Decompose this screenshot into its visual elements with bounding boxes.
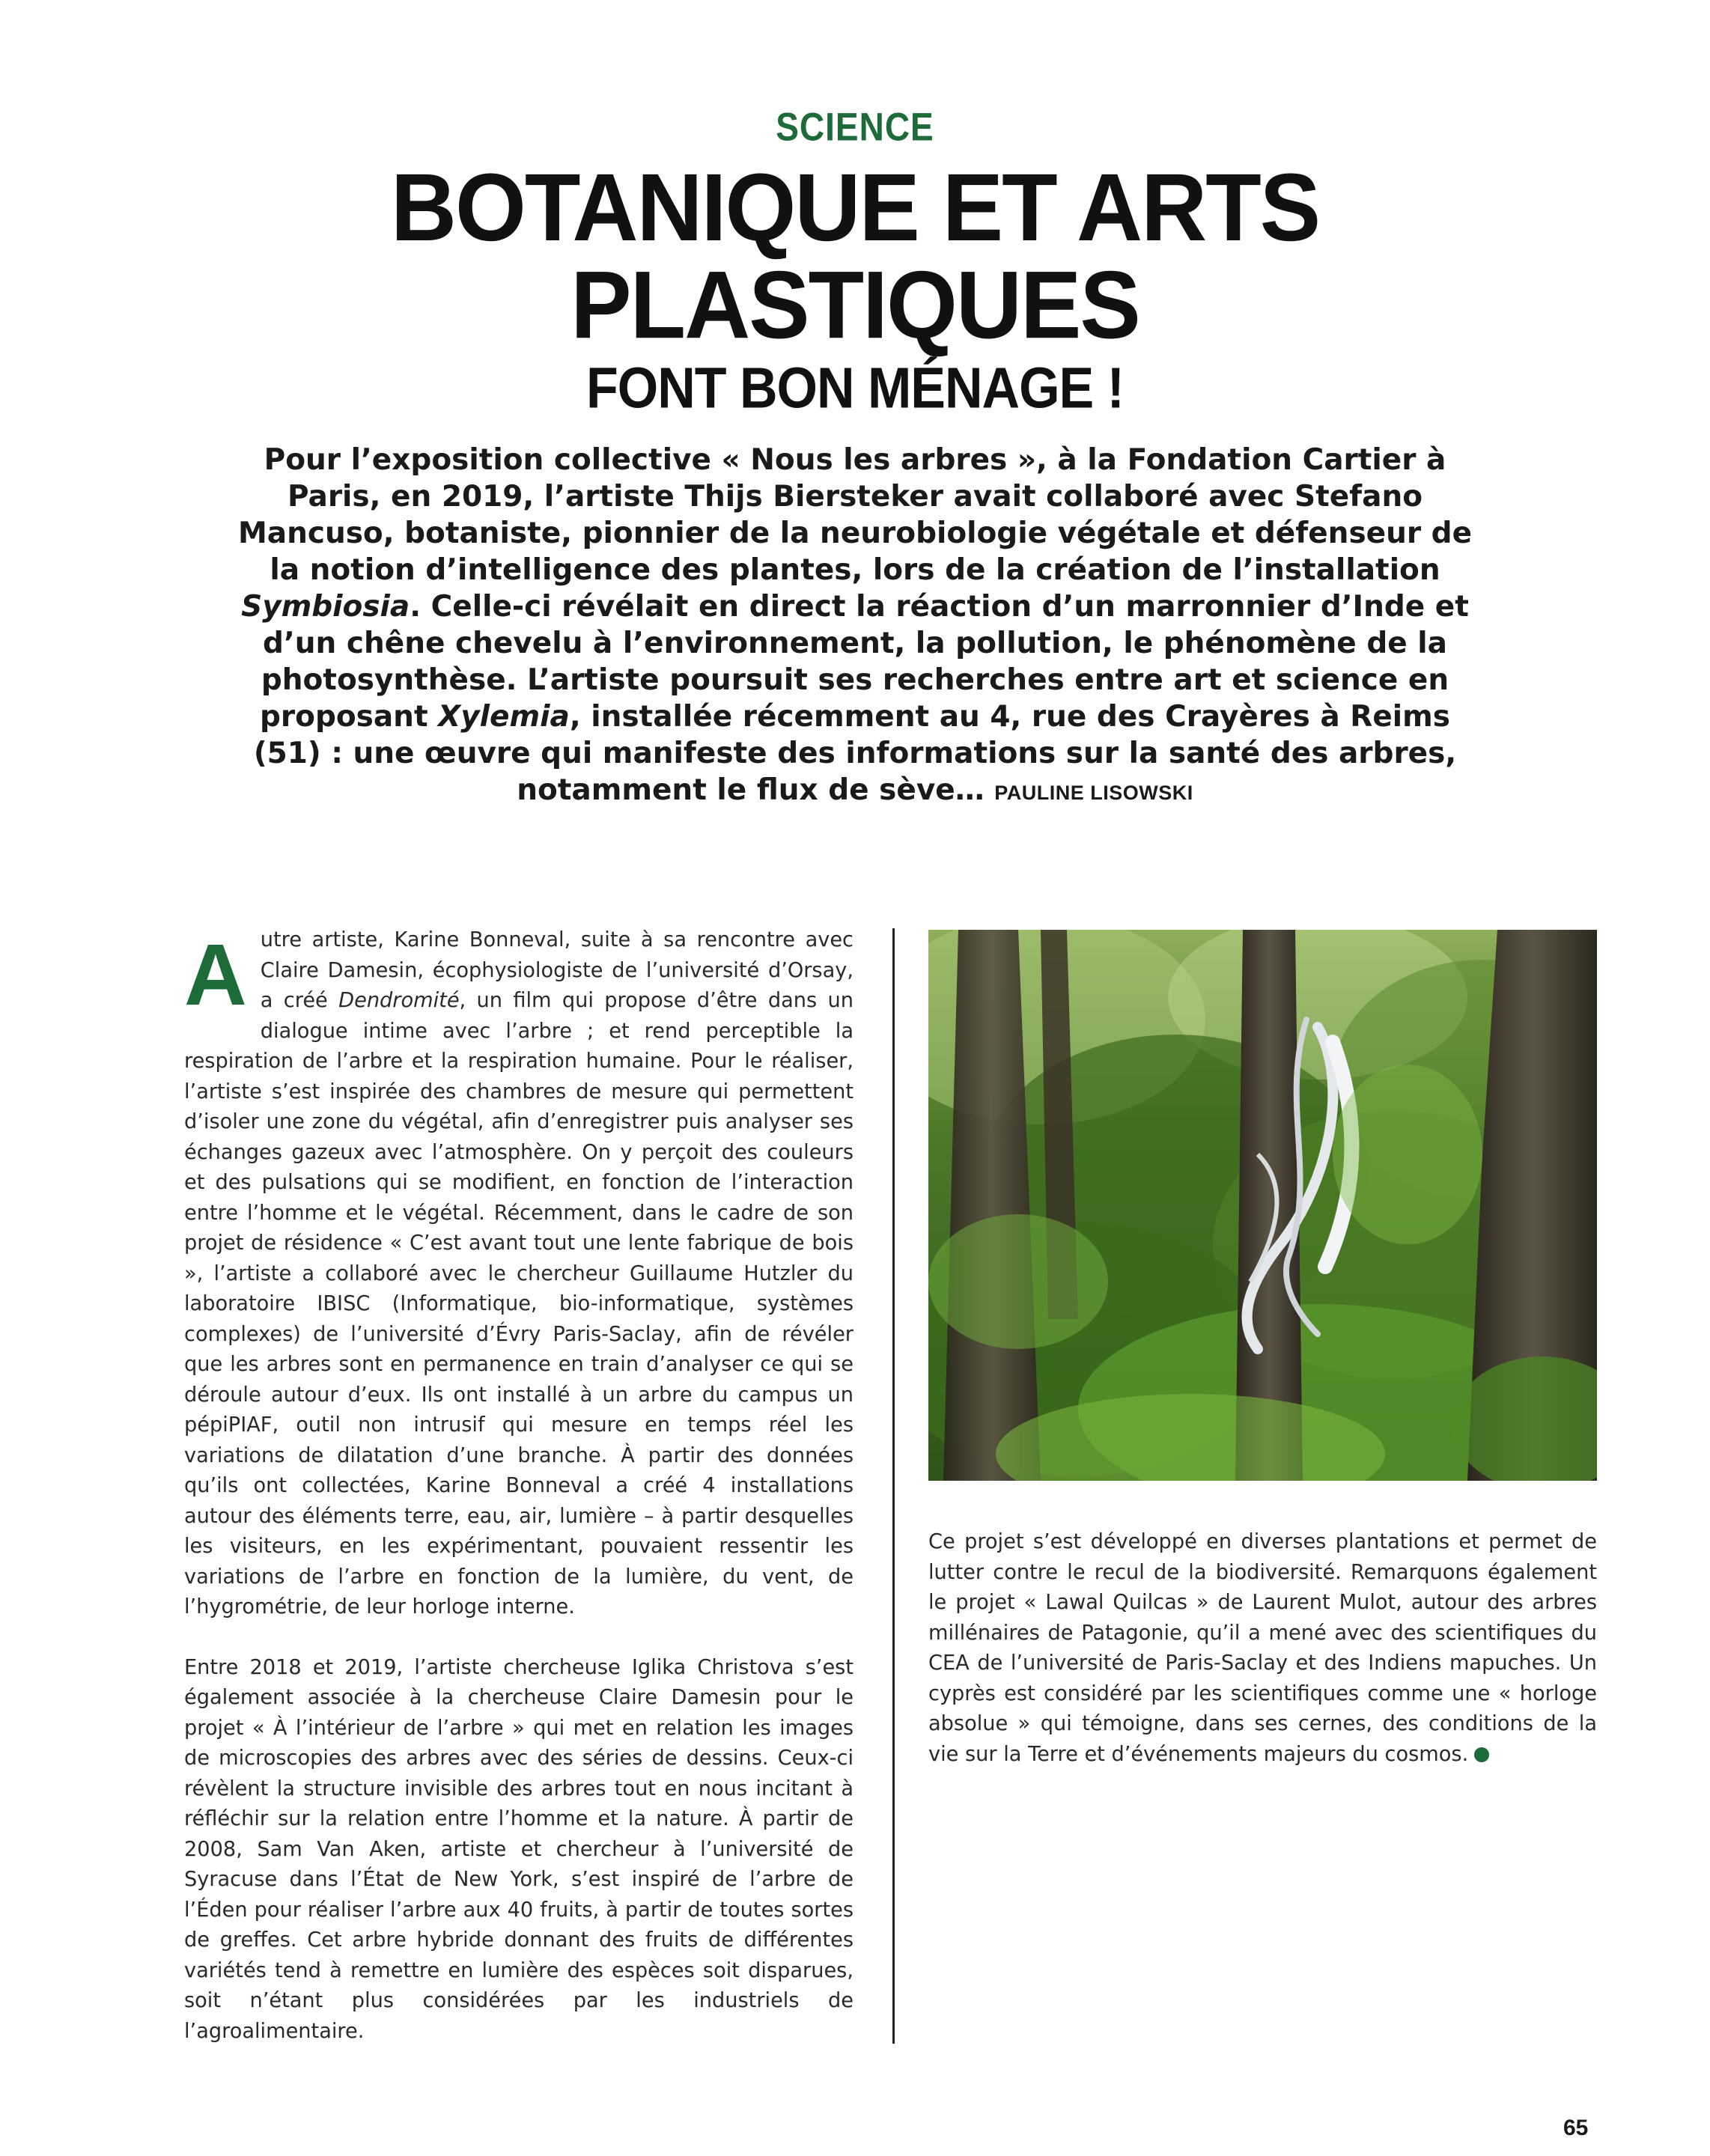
right-column [928, 1527, 1597, 1770]
standfirst-text-1: Pour l’exposition collective « Nous les arbres », à la Fondation Cartier à Paris, en 2019, l’artiste Thijs Biersteker avait collaboré avec Stefano Mancuso, botaniste, pionnier de la neurobiologie végétale et défenseur de la notion d’intelligence des plantes, lors de la création de l’installation [237, 443, 1473, 587]
paragraph-1-text-a: utre artiste, Karine Bonneval, suite à sa rencontre avec Claire Damesin, écophysiologiste de l’université d’Orsay, a créé [260, 928, 854, 1012]
paragraph-1-italic: Dendromité [338, 989, 460, 1012]
standfirst [225, 442, 1485, 811]
article-subtitle: FONT BON MÉNAGE ! [586, 356, 1124, 420]
column-divider [892, 928, 895, 2044]
title-line-2: PLASTIQUES [570, 251, 1140, 359]
paragraph-1 [184, 925, 854, 1623]
rubric-label: SCIENCE [776, 104, 934, 149]
end-of-article-dot-icon [1474, 1747, 1489, 1762]
page-number: 65 [1563, 2116, 1589, 2140]
standfirst-italic-symbiosia: Symbiosia [241, 590, 410, 624]
paragraph-2: Entre 2018 et 2019, l’artiste chercheuse Iglika Christova s’est également associée à la chercheuse Claire Damesin pour le projet « À l’intérieur de l’arbre » qui met en relation les images de microscopies des arbres avec des séries de dessins. Ceux-ci révèlent la structure invisible des arbres tout en nous incitant à réfléchir sur la relation entre l’homme et la nature. À partir de 2008, Sam Van Aken, artiste et chercheur à l’université de Syracuse dans l’État de New York, s’est inspiré de l’arbre de l’Éden pour réaliser l’arbre aux 40 fruits, à partir de toutes sortes de greffes. Cet arbre hybride donnant des fruits de différentes variétés tend à remettre en lumière des espèces soit disparues, soit n’étant plus considérées par les industriels de l’agroalimentaire. [184, 1655, 854, 2043]
paragraph-1-text-b: , un film qui propose d’être dans un dialogue intime avec l’arbre ; et rend perceptible la respiration de l’arbre et la respiration humaine. Pour le réaliser, l’artiste s’est inspirée des chambres de mesure qui permettent d’isoler une zone du végétal, afin d’enregistrer puis analyser ses échanges gazeux avec l’atmosphère. On y perçoit des couleurs et des pulsations qui se modifient, en fonction de l’interaction entre l’homme et le végétal. Récemment, dans le cadre de son projet de résidence « C’est avant tout une lente fabrique de bois », l’artiste a collaboré avec le chercheur Guillaume Hutzler du laboratoire IBISC (Informatique, bio-informatique, systèmes complexes) de l’université d’Évry Paris-Saclay, afin de révéler que les arbres sont en permanence en train d’analyser ce qui se déroule autour d’eux. Ils ont installé à un arbre du campus un pépiPIAF, outil non intrusif qui mesure en temps réel les variations de dilatation d’une branche. À partir des données qu’ils ont collectées, Karine Bonneval a créé 4 installations autour des éléments terre, eau, air, lumière – à partir desquelles les visiteurs, en les expérimentant, pouvaient ressentir les variations de l’arbre en fonction de la lumière, du vent, de l’hygrométrie, de leur horloge interne. [184, 989, 854, 1618]
article-title [0, 153, 1710, 359]
left-column [184, 925, 854, 2047]
paragraph-3 [928, 1527, 1597, 1770]
title-line-1: BOTANIQUE ET ARTS [390, 153, 1320, 261]
standfirst-text-3: , installée récemment au 4, rue des Crayères à Reims (51) : une œuvre qui manifeste des informations sur la santé des arbres, notamment le flux de sève… [253, 700, 1457, 807]
paragraph-3-text: Ce projet s’est développé en diverses plantations et permet de lutter contre le recul de la biodiversité. Remarquons également le projet « Lawal Quilcas » de Laurent Mulot, autour des arbres millénaires de Patagonie, qu’il a mené avec des scientifiques du CEA de l’université de Paris-Saclay et des Indiens mapuches. Un cyprès est considéré par les scientifiques comme une « horloge absolue » qui témoigne, dans ses cernes, des conditions de la vie sur la Terre et d’événements majeurs du cosmos. [928, 1530, 1597, 1766]
standfirst-italic-xylemia: Xylemia [438, 700, 570, 734]
forest-installation-photo [928, 930, 1597, 1481]
drop-cap: A [184, 926, 247, 1023]
standfirst-text-2: . Celle-ci révélait en direct la réaction d’un marronnier d’Inde et d’un chêne chevelu à l’environnement, la pollution, le phénomène de la photosynthèse. L’artiste poursuit ses recherches entre art et science en proposant [260, 590, 1469, 734]
author-byline: PAULINE LISOWSKI [994, 782, 1193, 804]
